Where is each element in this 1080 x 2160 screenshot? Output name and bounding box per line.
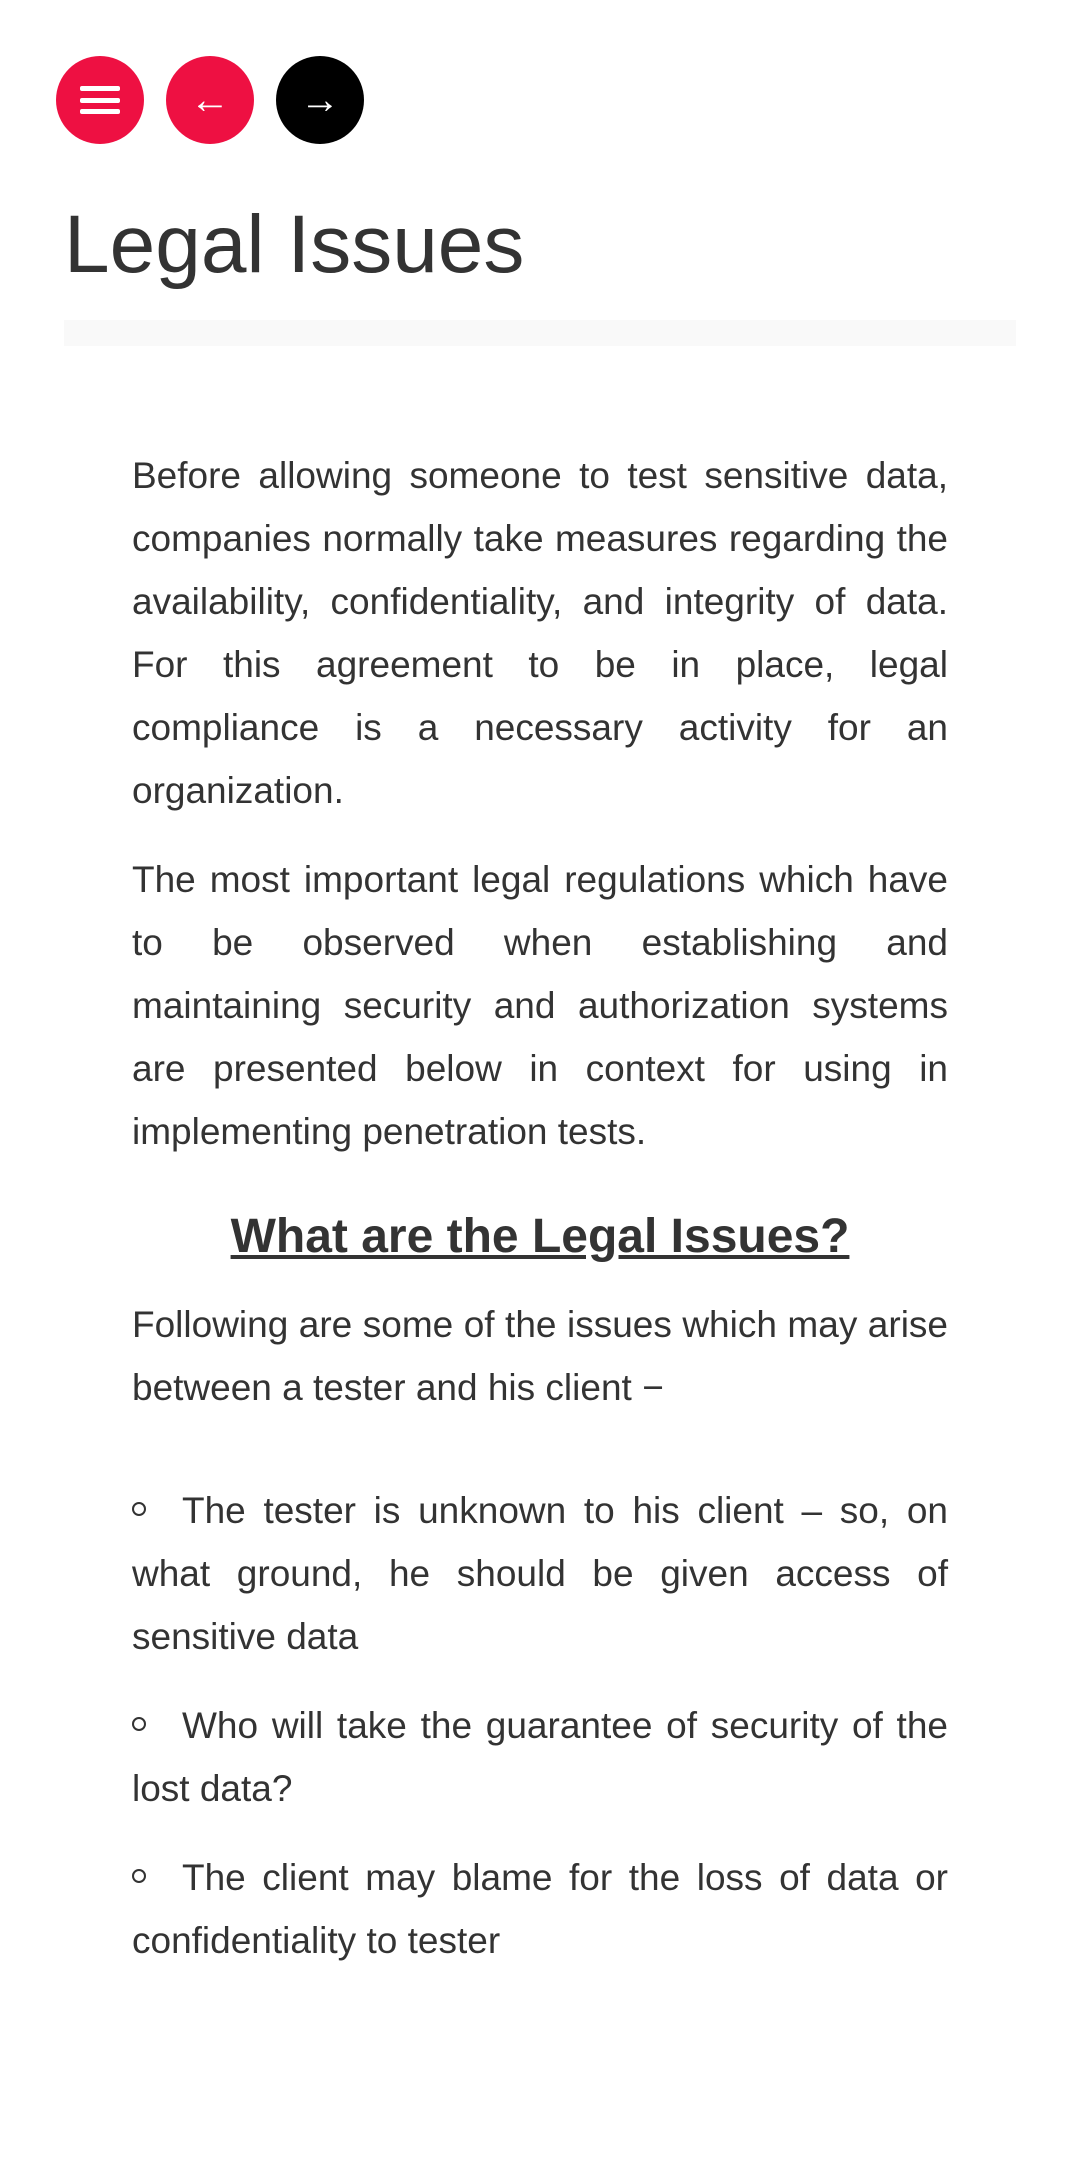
list-item-text: The tester is unknown to his client – so, on what ground, he should be given access of sensitive data — [132, 1490, 948, 1657]
list-item — [132, 1694, 948, 1820]
menu-button[interactable] — [56, 56, 144, 144]
intro-paragraph: Following are some of the issues which may arise between a tester and his client − — [132, 1304, 948, 1408]
arrow-left-icon: ← — [190, 77, 230, 122]
circle-bullet-icon — [132, 1502, 146, 1516]
arrow-right-icon: → — [300, 77, 340, 122]
circle-bullet-icon — [132, 1869, 146, 1883]
next-page-button[interactable] — [276, 56, 364, 144]
title-divider — [64, 320, 1016, 346]
list-item — [132, 1479, 948, 1668]
list-item-text: Who will take the guarantee of security of the lost data? — [132, 1705, 948, 1809]
list-item — [132, 1846, 948, 1972]
paragraph: Before allowing someone to test sensitive data, companies normally take measures regarding the availability, confidentiality, and integrity of data. For this agreement to be in place, legal compliance is a necessary activity for an organization. — [132, 455, 948, 811]
page-title: Legal Issues — [64, 199, 525, 290]
paragraph: The most important legal regulations which have to be observed when establishing and maintaining security and authorization systems are presented below in context for using in implementing penetration tests. — [132, 859, 948, 1152]
article-content — [132, 444, 948, 1998]
hamburger-menu-icon — [80, 86, 120, 114]
circle-bullet-icon — [132, 1717, 146, 1731]
section-heading: What are the Legal Issues? — [230, 1210, 850, 1263]
list-item-text: The client may blame for the loss of data or confidentiality to tester — [132, 1857, 948, 1961]
previous-page-button[interactable] — [166, 56, 254, 144]
top-nav — [56, 56, 364, 144]
issues-list — [132, 1479, 948, 1972]
